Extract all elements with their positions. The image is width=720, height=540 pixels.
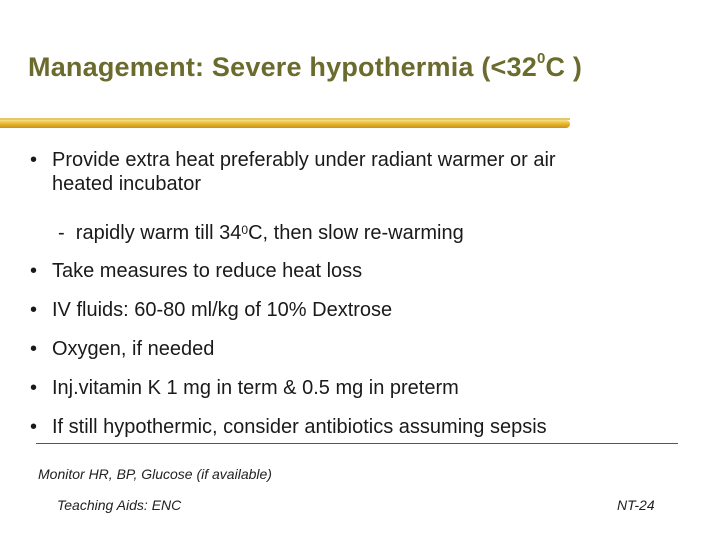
bullet-item-heat-loss [30,259,362,283]
bullet-item-vitamin-k [30,376,459,400]
footer-slide-number: NT-24 [617,497,655,513]
monitor-note: Monitor HR, BP, Glucose (if available) [38,466,272,482]
bullet-icon: • [30,416,38,438]
bullet-text: Oxygen, if needed [52,338,215,360]
bullet-icon: • [30,377,38,399]
bullet-item-antibiotics [30,415,547,439]
bullet-text-continued: heated incubator [52,173,202,195]
bullet-text: Inj.vitamin K 1 mg in term & 0.5 mg in preterm [52,377,459,399]
bullet-text: Take measures to reduce heat loss [52,260,363,282]
bullet-text: If still hypothermic, consider antibiotics assuming sepsis [52,416,547,438]
bullet-item-iv-fluids [30,298,392,322]
bullet-icon: • [30,338,38,360]
bullet-item-oxygen [30,337,214,361]
bullet-icon: • [30,260,38,282]
title-rule [0,120,570,128]
slide-title: Management: Severe hypothermia ($<32^0C$ ) [28,50,583,82]
bullet-text: IV fluids: 60-80 ml/kg of 10% Dextrose [52,299,393,321]
bullet-icon: • [30,299,38,321]
dash-icon: - [58,222,65,244]
divider [36,443,678,444]
bullet-item-heat [30,148,556,196]
footer-source: Teaching Aids: ENC [57,497,182,513]
bullet-text: Provide extra heat preferably under radiant warmer or air [52,149,556,171]
bullet-icon: • [30,149,38,171]
sub-item-rewarming: - rapidly warm till $34^0C$, then slow re-warming [58,222,464,244]
